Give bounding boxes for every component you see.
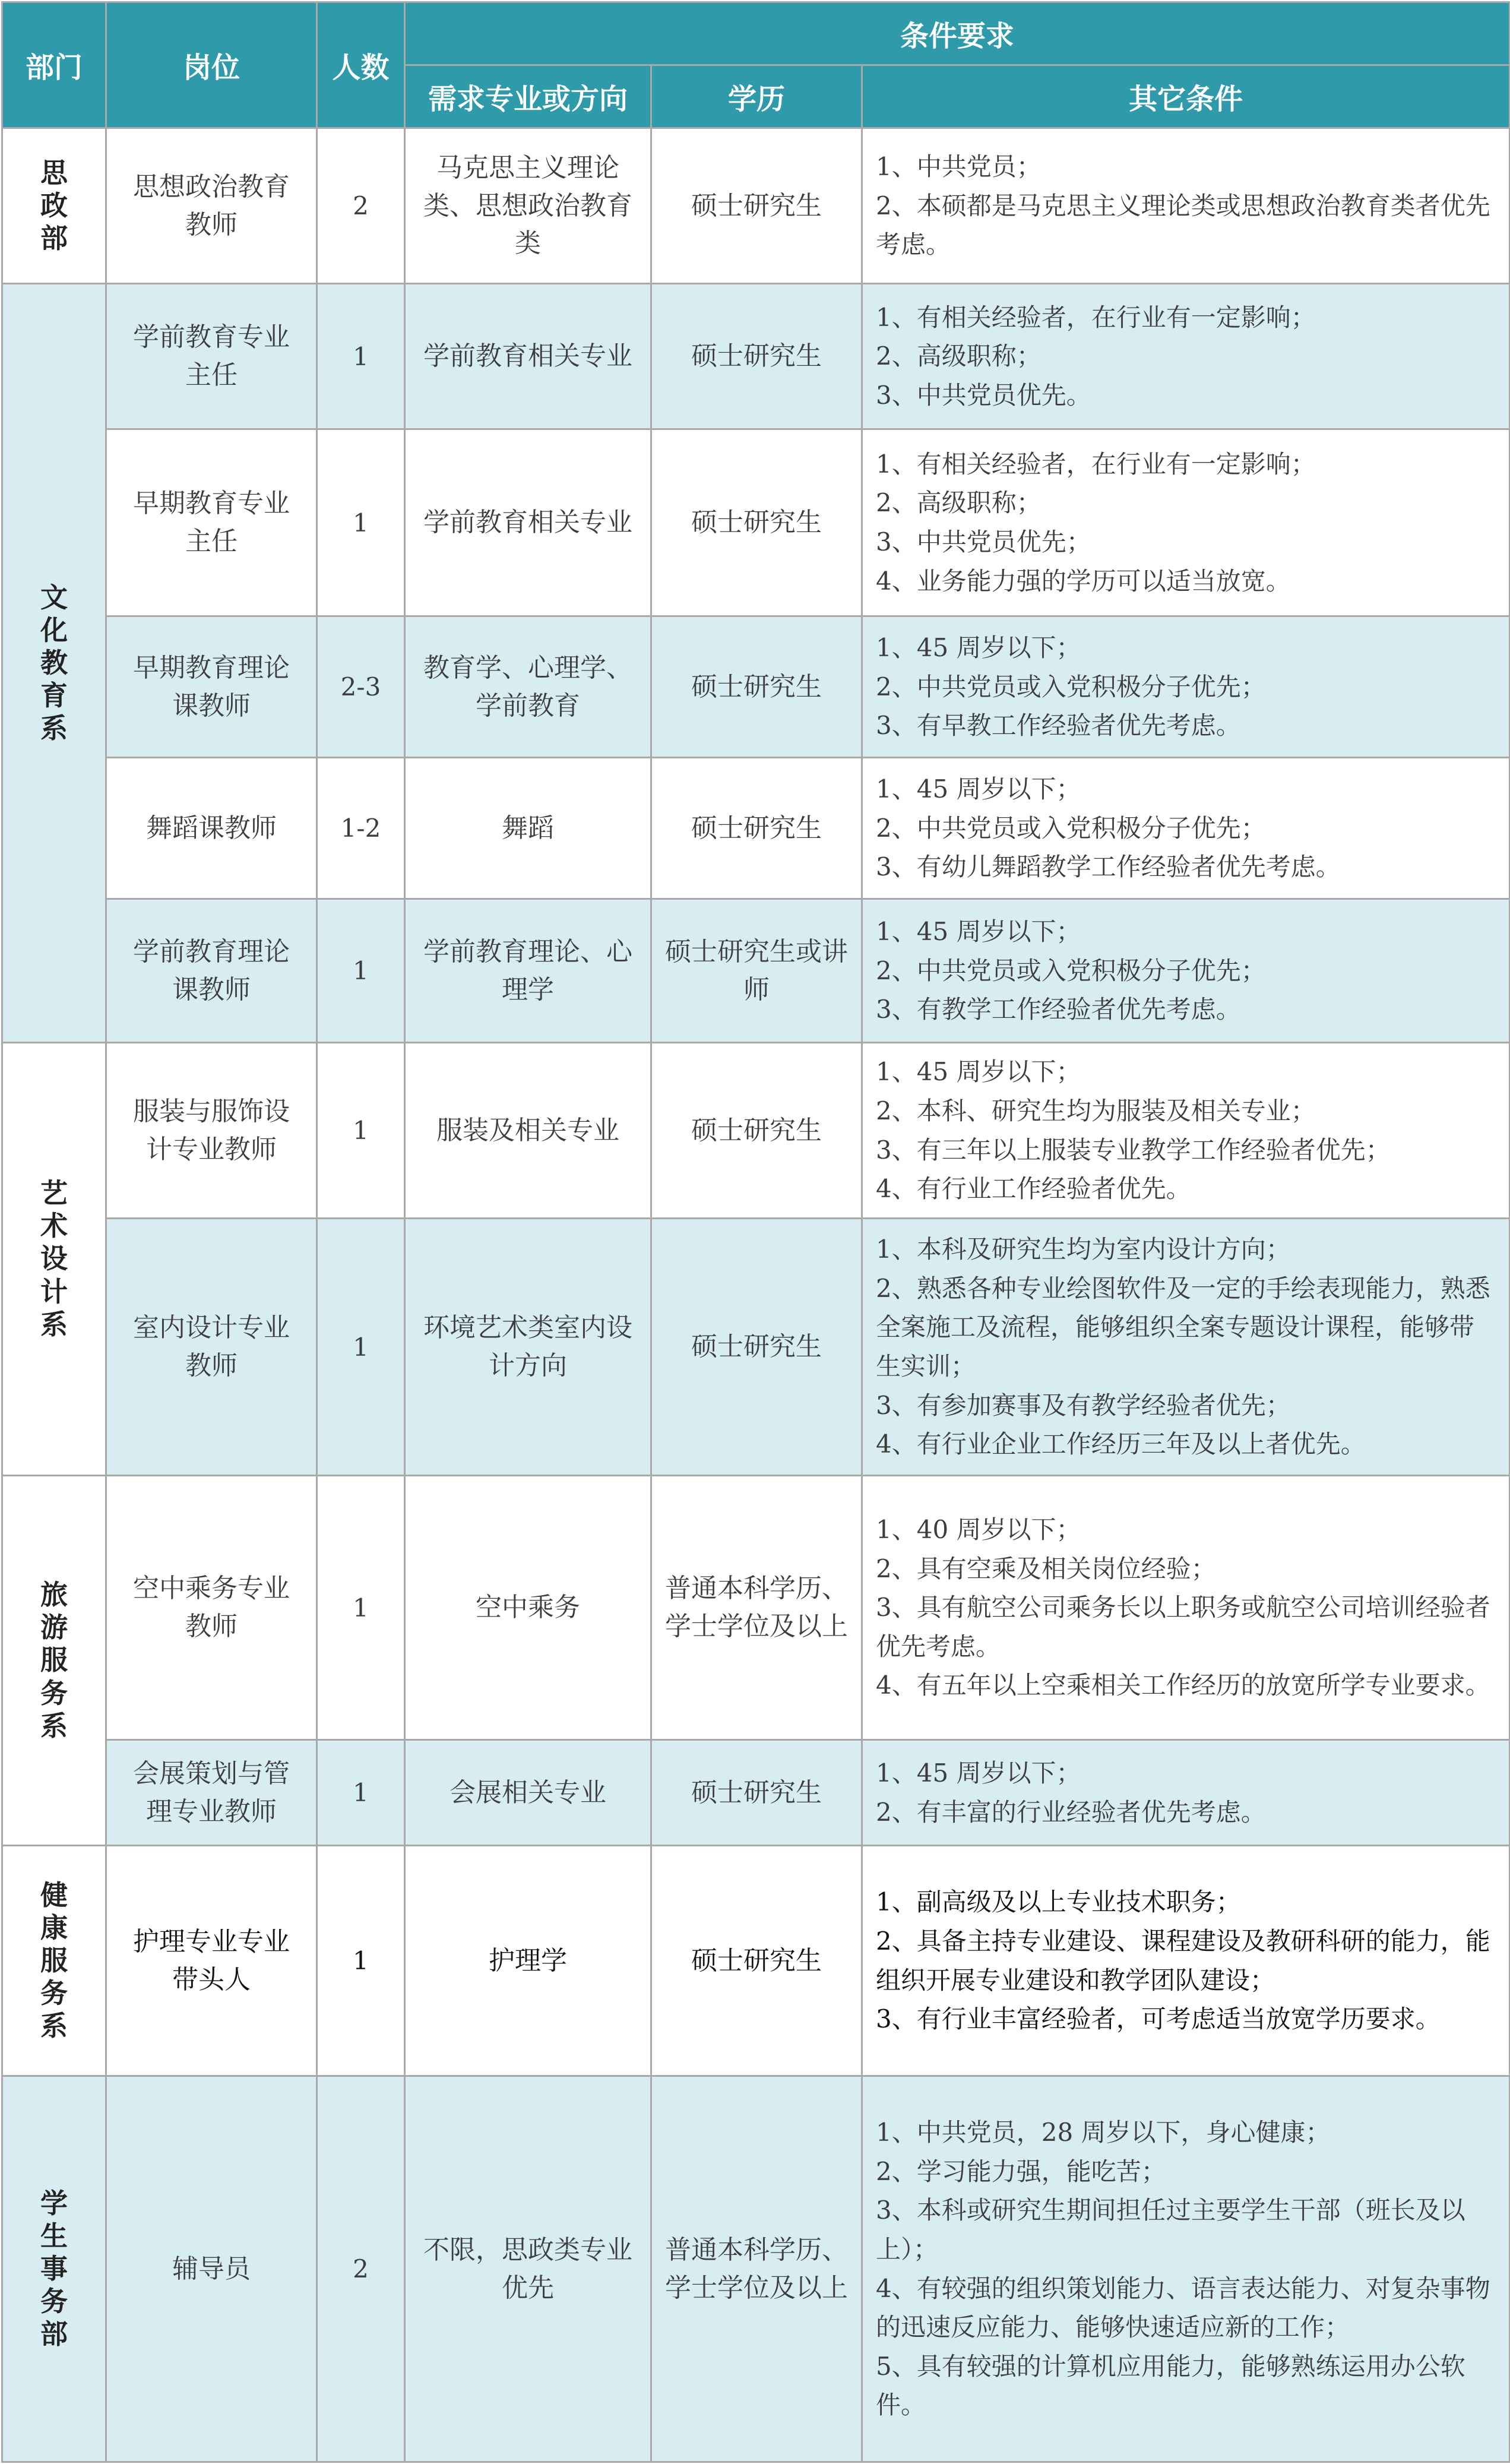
education-cell: 硕士研究生 xyxy=(651,758,862,899)
dept-cell: 思政部 xyxy=(2,128,106,284)
table-row xyxy=(2,1219,1510,1476)
major-cell: 不限，思政类专业优先 xyxy=(405,2076,651,2462)
position-cell: 早期教育专业主任 xyxy=(106,429,317,616)
education-cell: 硕士研究生 xyxy=(651,1846,862,2076)
other-cell xyxy=(862,2076,1510,2462)
major-cell: 学前教育相关专业 xyxy=(405,284,651,429)
condition-line: 4、有行业工作经验者优先。 xyxy=(876,1174,1191,1204)
dept-cell: 健康服务系 xyxy=(2,1846,106,2076)
header-education: 学历 xyxy=(651,65,862,128)
header-conditions: 条件要求 xyxy=(405,2,1510,65)
other-cell xyxy=(862,1219,1510,1476)
condition-line: 4、有五年以上空乘相关工作经历的放宽所学专业要求。 xyxy=(876,1671,1490,1700)
table-row xyxy=(2,1846,1510,2076)
header-dept: 部门 xyxy=(2,2,106,128)
condition-line: 2、熟悉各种专业绘图软件及一定的手绘表现能力，熟悉全案施工及流程，能够组织全案专题设计课程，能够带生实训； xyxy=(876,1273,1490,1381)
major-cell: 教育学、心理学、学前教育 xyxy=(405,616,651,758)
condition-line: 3、具有航空公司乘务长以上职务或航空公司培训经验者优先考虑。 xyxy=(876,1593,1490,1661)
count-cell: 1 xyxy=(317,1846,405,2076)
condition-line: 1、45 周岁以下； xyxy=(876,1057,1081,1087)
count-cell: 1 xyxy=(317,1476,405,1740)
position-cell: 早期教育理论课教师 xyxy=(106,616,317,758)
count-cell: 1 xyxy=(317,284,405,429)
condition-line: 1、有相关经验者，在行业有一定影响； xyxy=(876,449,1316,479)
education-cell: 硕士研究生 xyxy=(651,1043,862,1219)
other-cell xyxy=(862,284,1510,429)
condition-line: 2、中共党员或入党积极分子优先； xyxy=(876,813,1266,843)
condition-line: 2、具有空乘及相关岗位经验； xyxy=(876,1554,1216,1583)
major-cell: 学前教育理论、心理学 xyxy=(405,899,651,1043)
education-cell: 硕士研究生 xyxy=(651,429,862,616)
header-major: 需求专业或方向 xyxy=(405,65,651,128)
table-row xyxy=(2,128,1510,284)
count-cell: 1 xyxy=(317,899,405,1043)
count-cell: 2-3 xyxy=(317,616,405,758)
condition-line: 1、45 周岁以下； xyxy=(876,633,1081,663)
condition-line: 1、45 周岁以下； xyxy=(876,774,1081,804)
count-cell: 1 xyxy=(317,1219,405,1476)
condition-line: 4、有较强的组织策划能力、语言表达能力、对复杂事物的迅速反应能力、能够快速适应新的工作； xyxy=(876,2273,1490,2342)
condition-line: 1、45 周岁以下； xyxy=(876,917,1081,947)
table-row xyxy=(2,1043,1510,1219)
other-cell xyxy=(862,1476,1510,1740)
table-row xyxy=(2,616,1510,758)
condition-line: 2、具备主持专业建设、课程建设及教研科研的能力，能组织开展专业建设和教学团队建设； xyxy=(876,1926,1490,1995)
table-row xyxy=(2,1476,1510,1740)
condition-line: 2、中共党员或入党积极分子优先； xyxy=(876,956,1266,985)
major-cell: 服装及相关专业 xyxy=(405,1043,651,1219)
condition-line: 5、具有较强的计算机应用能力，能够熟练运用办公软件。 xyxy=(876,2351,1465,2420)
count-cell: 1 xyxy=(317,1740,405,1846)
condition-line: 1、副高级及以上专业技术职务； xyxy=(876,1887,1241,1917)
condition-line: 2、本硕都是马克思主义理论类或思想政治教育类者优先考虑。 xyxy=(876,191,1490,260)
education-cell: 普通本科学历、学士学位及以上 xyxy=(651,1476,862,1740)
education-cell: 硕士研究生 xyxy=(651,616,862,758)
condition-line: 2、有丰富的行业经验者优先考虑。 xyxy=(876,1797,1266,1827)
other-cell xyxy=(862,1846,1510,2076)
condition-line: 3、中共党员优先。 xyxy=(876,380,1091,410)
education-cell: 普通本科学历、学士学位及以上 xyxy=(651,2076,862,2462)
position-cell: 学前教育专业主任 xyxy=(106,284,317,429)
condition-line: 3、有三年以上服装专业教学工作经验者优先； xyxy=(876,1135,1391,1165)
dept-cell: 旅游服务系 xyxy=(2,1476,106,1846)
count-cell: 2 xyxy=(317,2076,405,2462)
condition-line: 1、45 周岁以下； xyxy=(876,1758,1081,1788)
condition-line: 2、高级职称； xyxy=(876,341,1042,371)
condition-line: 3、有早教工作经验者优先考虑。 xyxy=(876,711,1241,741)
dept-cell: 学生事务部 xyxy=(2,2076,106,2462)
other-cell xyxy=(862,1740,1510,1846)
condition-line: 1、中共党员； xyxy=(876,152,1042,182)
other-cell xyxy=(862,899,1510,1043)
other-cell xyxy=(862,616,1510,758)
condition-line: 3、本科或研究生期间担任过主要学生干部（班长及以上）； xyxy=(876,2196,1465,2264)
table-row xyxy=(2,2076,1510,2462)
major-cell: 舞蹈 xyxy=(405,758,651,899)
position-cell: 空中乘务专业教师 xyxy=(106,1476,317,1740)
position-cell: 学前教育理论课教师 xyxy=(106,899,317,1043)
table-row xyxy=(2,1740,1510,1846)
condition-line: 3、中共党员优先； xyxy=(876,527,1091,556)
header-other: 其它条件 xyxy=(862,65,1510,128)
position-cell: 思想政治教育教师 xyxy=(106,128,317,284)
table-row xyxy=(2,899,1510,1043)
table-row xyxy=(2,284,1510,429)
other-cell xyxy=(862,429,1510,616)
condition-line: 1、有相关经验者，在行业有一定影响； xyxy=(876,302,1316,332)
count-cell: 1-2 xyxy=(317,758,405,899)
dept-cell: 文化教育系 xyxy=(2,284,106,1043)
education-cell: 硕士研究生 xyxy=(651,1219,862,1476)
condition-line: 2、本科、研究生均为服装及相关专业； xyxy=(876,1096,1316,1125)
condition-line: 3、有行业丰富经验者，可考虑适当放宽学历要求。 xyxy=(876,2004,1441,2034)
position-cell: 护理专业专业带头人 xyxy=(106,1846,317,2076)
major-cell: 会展相关专业 xyxy=(405,1740,651,1846)
recruitment-table xyxy=(1,1,1510,2463)
education-cell: 硕士研究生 xyxy=(651,1740,862,1846)
condition-line: 2、高级职称； xyxy=(876,488,1042,518)
education-cell: 硕士研究生 xyxy=(651,284,862,429)
condition-line: 1、本科及研究生均为室内设计方向； xyxy=(876,1235,1291,1264)
position-cell: 舞蹈课教师 xyxy=(106,758,317,899)
condition-line: 2、学习能力强，能吃苦； xyxy=(876,2156,1166,2186)
position-cell: 会展策划与管理专业教师 xyxy=(106,1740,317,1846)
education-cell: 硕士研究生 xyxy=(651,128,862,284)
condition-line: 1、中共党员，28 周岁以下，身心健康； xyxy=(876,2118,1331,2147)
table-row xyxy=(2,758,1510,899)
condition-line: 3、有参加赛事及有教学经验者优先； xyxy=(876,1390,1291,1420)
other-cell xyxy=(862,758,1510,899)
condition-line: 2、中共党员或入党积极分子优先； xyxy=(876,672,1266,701)
header-count: 人数 xyxy=(317,2,405,128)
major-cell: 学前教育相关专业 xyxy=(405,429,651,616)
major-cell: 护理学 xyxy=(405,1846,651,2076)
other-cell xyxy=(862,128,1510,284)
condition-line: 3、有教学工作经验者优先考虑。 xyxy=(876,995,1241,1024)
condition-line: 3、有幼儿舞蹈教学工作经验者优先考虑。 xyxy=(876,852,1341,882)
count-cell: 1 xyxy=(317,429,405,616)
other-cell xyxy=(862,1043,1510,1219)
position-cell: 服装与服饰设计专业教师 xyxy=(106,1043,317,1219)
major-cell: 马克思主义理论类、思想政治教育类 xyxy=(405,128,651,284)
major-cell: 空中乘务 xyxy=(405,1476,651,1740)
condition-line: 4、有行业企业工作经历三年及以上者优先。 xyxy=(876,1429,1366,1459)
condition-line: 4、业务能力强的学历可以适当放宽。 xyxy=(876,566,1291,596)
count-cell: 1 xyxy=(317,1043,405,1219)
dept-cell: 艺术设计系 xyxy=(2,1043,106,1476)
condition-line: 1、40 周岁以下； xyxy=(876,1515,1081,1545)
position-cell: 辅导员 xyxy=(106,2076,317,2462)
count-cell: 2 xyxy=(317,128,405,284)
table-row xyxy=(2,429,1510,616)
education-cell: 硕士研究生或讲师 xyxy=(651,899,862,1043)
header-position: 岗位 xyxy=(106,2,317,128)
position-cell: 室内设计专业教师 xyxy=(106,1219,317,1476)
major-cell: 环境艺术类室内设计方向 xyxy=(405,1219,651,1476)
